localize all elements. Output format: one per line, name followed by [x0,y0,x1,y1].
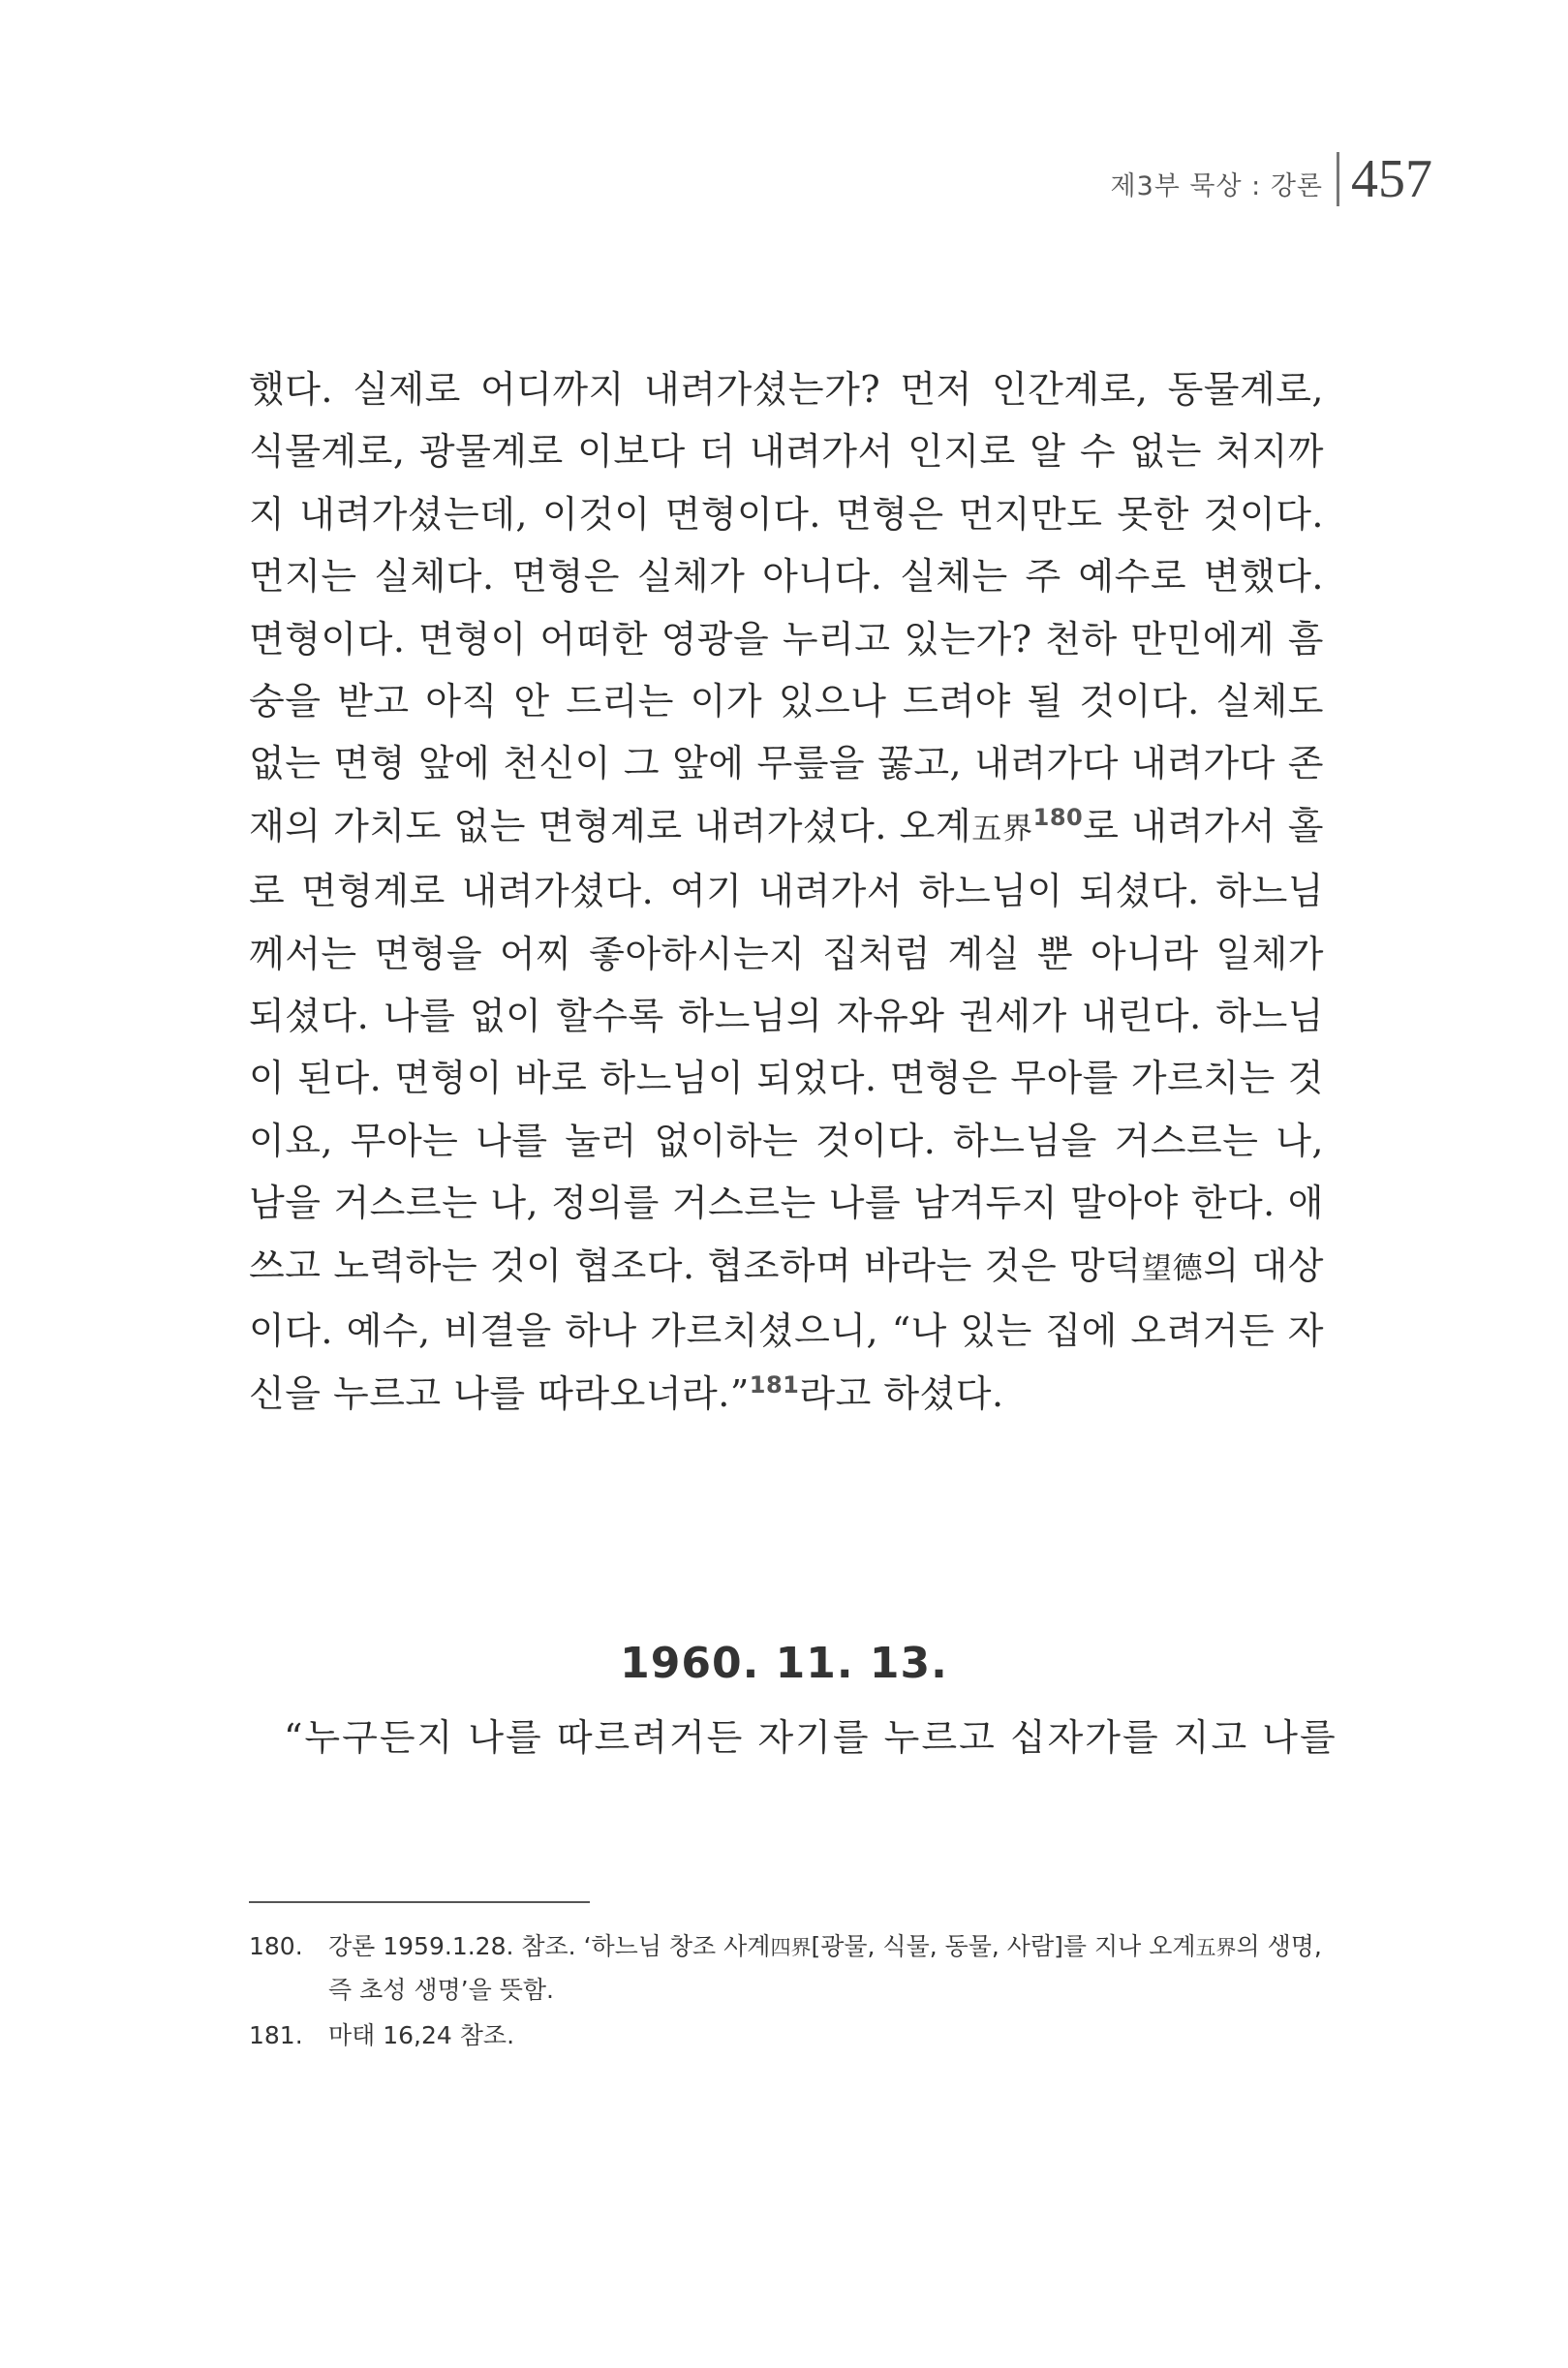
footnote-number: 181. [249,2021,303,2049]
paragraph-text-part-1: 했다. 실제로 어디까지 내려가셨는가? 먼저 인간계로, 동물계로, 식물계로, 광물계로 이보다 더 내려가서 인지로 알 수 없는 처지까지 내려가셨는데, 이것이 면형이다. 면형은 먼지만도 못한 것이다. 먼지는 실체다. 면형은 실체가 아니다. 실체는 주 예수로 변했다. 면형이다. 면형이 어떠한 영광을 누리고 있는가? 천하 만민에게 흠숭을 받고 아직 안 드리는 이가 있으나 드려야 될 것이다. 실체도 없는 면형 앞에 천신이 그 앞에 무릎을 꿇고, 내려가다 내려가다 존재의 가치도 없는 면형계로 내려가셨다. 오계 [249,368,1324,847]
footnote-ref-180[interactable]: 180 [1032,803,1084,831]
footnote-180 [249,1925,1324,2011]
footnote-number: 180. [249,1932,303,1960]
main-paragraph [249,358,1324,1425]
hanja-text: 四界 [770,1936,812,1959]
header-divider [1337,152,1339,206]
paragraph-text-part-2: 로 내려가서 홀로 면형계로 내려가셨다. 여기 내려가서 하느님이 되셨다. 하느님께서는 면형을 어찌 좋아하시는지 집처럼 계실 뿐 아니라 일체가 되셨다. 나를 없이 할수록 하느님의 자유와 권세가 내린다. 하느님이 된다. 면형이 바로 하느님이 되었다. 면형은 무아를 가르치는 것이요, 무아는 나를 눌러 없이하는 것이다. 하느님을 거스르는 나, 남을 거스르는 나, 정의를 거스르는 나를 남겨두지 말아야 한다. 애쓰고 노력하는 것이 협조다. 협조하며 바라는 것은 망덕 [249,804,1324,1287]
footnote-text-part: 강론 1959.1.28. 참조. ‘하느님 창조 사계 [328,1932,771,1960]
footnote-text-part: 의 생명, 즉 초성 생명’을 뜻함. [328,1932,1322,2004]
paragraph-text-part-3: 의 대상이다. 예수, 비결을 하나 가르치셨으니, “나 있는 집에 오려거든 자신을 누르고 나를 따라오너라.” [249,1244,1324,1415]
page-number: 457 [1351,149,1432,209]
hanja-text: 五界 [1195,1936,1237,1959]
hanja-text: 五界 [971,811,1033,846]
quote-paragraph-start: “누구든지 나를 따르려거든 자기를 누르고 십자가를 지고 나를 [284,1716,1337,1759]
footnotes [249,1925,1324,2060]
footnote-181 [249,2014,1324,2056]
paragraph-text-part-4: 라고 하셨다. [799,1371,1004,1415]
footnote-text-part: [광물, 식물, 동물, 사람]를 지나 오계 [811,1932,1196,1960]
running-header [1110,145,1432,213]
hanja-text: 望德 [1141,1250,1204,1286]
footnote-text [328,1925,1324,2011]
section-title: 제3부 묵상 : 강론 [1110,170,1323,201]
date-heading: 1960. 11. 13. [620,1639,948,1688]
body-text [249,358,1324,1425]
footnote-divider [249,1901,590,1903]
footnote-ref-181[interactable]: 181 [749,1370,800,1399]
footnote-text: 마태 16,24 참조. [328,2021,515,2049]
